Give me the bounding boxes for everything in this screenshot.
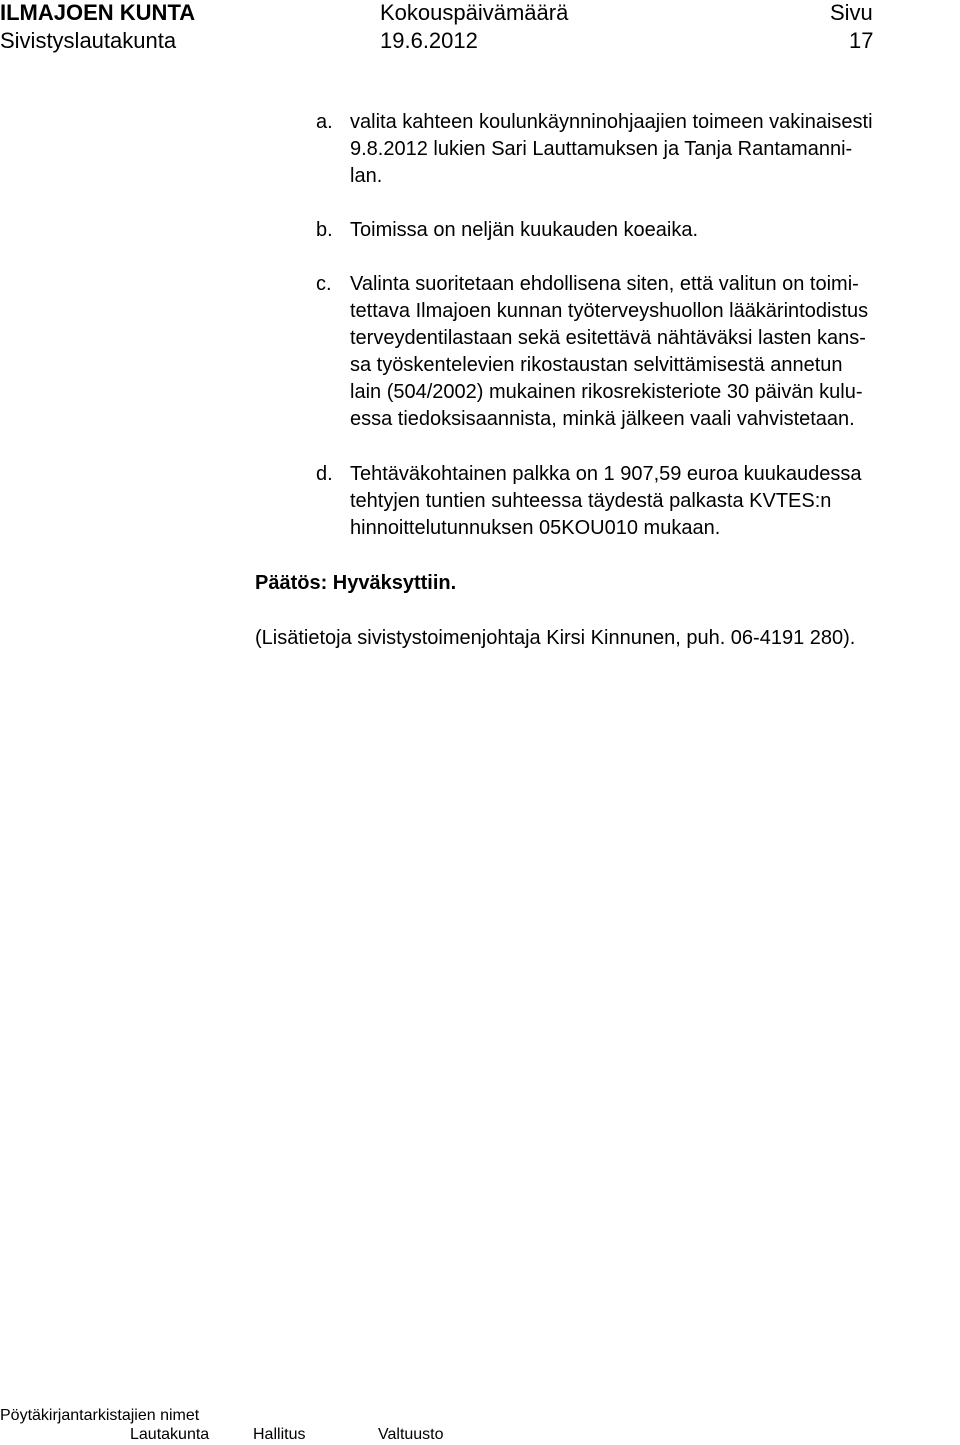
item-line: Toimissa on neljän kuukauden koeaika.	[350, 219, 698, 241]
item-line: tettava Ilmajoen kunnan työterveyshuollon lääkärintodistus	[350, 300, 869, 322]
footer-col-hallitus: Hallitus	[253, 1426, 306, 1443]
item-letter: d.	[316, 463, 333, 485]
meeting-date-label: Kokouspäivämäärä	[380, 0, 569, 25]
item-letter: c.	[316, 273, 332, 295]
footer-col-valtuusto: Valtuusto	[378, 1426, 444, 1443]
item-line: valita kahteen koulunkäynninohjaajien toimeen vakinaisesti	[350, 111, 873, 133]
item-text	[350, 217, 698, 244]
item-line: lan.	[350, 165, 383, 187]
footer-col-lautakunta: Lautakunta	[130, 1426, 210, 1443]
org-name: ILMAJOEN KUNTA	[0, 0, 196, 25]
page-label: Sivu	[830, 0, 873, 25]
decision-statement: Päätös: Hyväksyttiin.	[255, 572, 457, 594]
item-text	[350, 109, 873, 190]
item-line: terveydentilastaan sekä esitettävä nähtäväksi lasten kans-	[350, 327, 866, 349]
meeting-date: 19.6.2012	[380, 28, 478, 53]
item-text	[350, 271, 868, 433]
item-line: essa tiedoksisaannista, minkä jälkeen vaali vahvistetaan.	[350, 408, 855, 430]
item-letter: b.	[316, 219, 333, 241]
item-line: tehtyjen tuntien suhteessa täydestä palkasta KVTES:n	[350, 490, 832, 512]
item-line: Valinta suoritetaan ehdollisena siten, että valitun on toimi-	[350, 273, 859, 295]
contact-info: (Lisätietoja sivistystoimenjohtaja Kirsi Kinnunen, puh. 06-4191 280).	[255, 627, 856, 649]
item-letter: a.	[316, 111, 333, 133]
item-line: 9.8.2012 lukien Sari Lauttamuksen ja Tanja Rantamanni-	[350, 138, 853, 160]
page-number: 17	[849, 28, 874, 53]
footer-checkers-label: Pöytäkirjantarkistajien nimet	[0, 1407, 200, 1424]
item-line: lain (504/2002) mukainen rikosrekisteriote 30 päivän kulu-	[350, 381, 863, 403]
item-text	[350, 461, 862, 542]
department-name: Sivistyslautakunta	[0, 28, 177, 53]
item-line: sa työskentelevien rikostaustan selvittämisestä annetun	[350, 354, 843, 376]
item-line: Tehtäväkohtainen palkka on 1 907,59 euroa kuukaudessa	[350, 463, 862, 485]
item-line: hinnoittelutunnuksen 05KOU010 mukaan.	[350, 517, 721, 539]
